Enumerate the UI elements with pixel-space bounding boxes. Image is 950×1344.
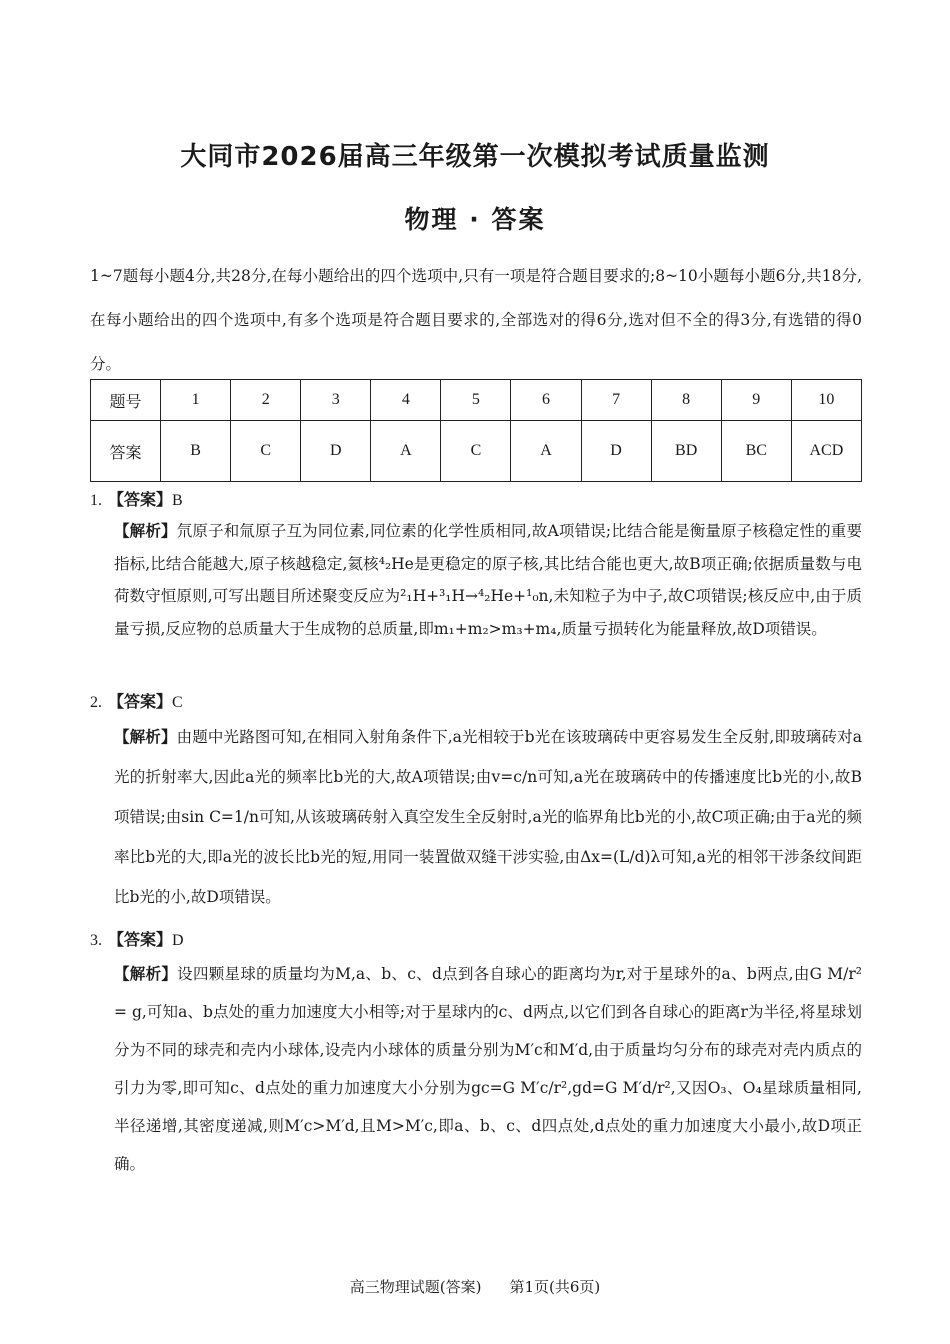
question-1-analysis — [114, 515, 862, 645]
analysis-tag: 【解析】 — [114, 522, 177, 540]
answer-cell: B — [161, 421, 231, 482]
answer-cell: BD — [651, 421, 721, 482]
question-number-cell: 9 — [721, 380, 791, 421]
answer-cell: C — [441, 421, 511, 482]
scoring-instructions: 1~7题每小题4分,共28分,在每小题给出的四个选项中,只有一项是符合题目要求的;8~10小题每小题6分,共18分,在每小题给出的四个选项中,有多个选项是符合题目要求的,全部选对的得6分,选对但不全的得3分,有选错的得0分。 — [90, 267, 862, 373]
question-number: 2. — [90, 694, 102, 711]
answer-value: D — [172, 932, 184, 949]
question-3-analysis — [114, 955, 862, 1183]
question-2-analysis — [114, 717, 862, 917]
analysis-text: 氘原子和氚原子互为同位素,同位素的化学性质相同,故A项错误;比结合能是衡量原子核稳定性的重要指标,比结合能越大,原子核越稳定,氦核⁴₂He是更稳定的原子核,其比结合能也更大,故B项正确;依据质量数与电荷数守恒原则,可写出题目所述聚变反应为²₁H+³₁H→⁴₂He+¹₀n,未知粒子为中子,故C项错误;核反应中,由于质量亏损,反应物的总质量大于生成物的总质量,即m₁+m₂>m₃+m₄,质量亏损转化为能量释放,故D项错误。 — [114, 522, 862, 638]
answer-cell: D — [301, 421, 371, 482]
answer-cell: BC — [721, 421, 791, 482]
analysis-tag: 【解析】 — [114, 728, 177, 746]
answer-value: C — [172, 694, 183, 711]
question-number-cell: 1 — [161, 380, 231, 421]
question-2-answer — [90, 689, 183, 712]
answer-table — [90, 379, 862, 482]
answer-tag: 【答案】 — [108, 490, 173, 509]
footer-exam-name: 高三物理试题(答案) — [349, 1278, 482, 1296]
question-1-answer — [90, 487, 183, 510]
question-number-cell: 10 — [791, 380, 861, 421]
question-number: 1. — [90, 492, 102, 509]
question-number-cell: 8 — [651, 380, 721, 421]
question-number-cell: 6 — [511, 380, 581, 421]
answer-cell: A — [371, 421, 441, 482]
row-header-answer: 答案 — [91, 421, 161, 482]
answer-cell: C — [231, 421, 301, 482]
answer-cell: ACD — [791, 421, 861, 482]
answer-table-number-row — [91, 380, 862, 421]
page-subtitle: 物理 · 答案 — [404, 205, 546, 234]
question-number-cell: 7 — [581, 380, 651, 421]
analysis-tag: 【解析】 — [114, 965, 178, 983]
answer-value: B — [172, 492, 183, 509]
question-number-cell: 5 — [441, 380, 511, 421]
page-footer — [0, 1276, 950, 1297]
answer-table-answer-row — [91, 421, 862, 482]
answer-cell: A — [511, 421, 581, 482]
answer-tag: 【答案】 — [108, 692, 173, 711]
question-3-answer — [90, 927, 184, 950]
question-number-cell: 2 — [231, 380, 301, 421]
question-number: 3. — [90, 932, 102, 949]
analysis-text: 由题中光路图可知,在相同入射角条件下,a光相较于b光在该玻璃砖中更容易发生全反射,即玻璃砖对a光的折射率大,因此a光的频率比b光的大,故A项错误;由v=c/n可知,a光在玻璃砖中的传播速度比b光的小,故B项错误;由sin C=1/n可知,从该玻璃砖射入真空发生全反射时,a光的临界角比b光的小,故C项正确;由于a光的频率比b光的大,即a光的波长比b光的短,用同一装置做双缝干涉实验,由Δx=(L/d)λ可知,a光的相邻干涉条纹间距比b光的小,故D项错误。 — [114, 728, 862, 906]
answer-cell: D — [581, 421, 651, 482]
question-number-cell: 4 — [371, 380, 441, 421]
answer-tag: 【答案】 — [108, 930, 173, 949]
question-number-cell: 3 — [301, 380, 371, 421]
row-header-number: 题号 — [91, 380, 161, 421]
page-title: 大同市2026届高三年级第一次模拟考试质量监测 — [180, 142, 770, 172]
analysis-text: 设四颗星球的质量均为M,a、b、c、d点到各自球心的距离均为r,对于星球外的a、b两点,由G M/r² = g,可知a、b点处的重力加速度大小相等;对于星球内的c、d两点,以它们到各自球心的距离r为半径,将星球划分为不同的球壳和壳内小球体,设壳内小球体的质量分别为M′c和M′d,由于质量均匀分布的球壳对壳内质点的引力为零,即可知c、d点处的重力加速度大小分别为gc=G M′c/r²,gd=G M′d/r²,又因O₃、O₄星球质量相同,半径递增,其密度递减,则M′c>M′d,且M>M′c,即a、b、c、d四点处,d点处的重力加速度大小最小,故D项正确。 — [114, 965, 862, 1173]
footer-page-number: 第1页(共6页) — [509, 1278, 601, 1296]
